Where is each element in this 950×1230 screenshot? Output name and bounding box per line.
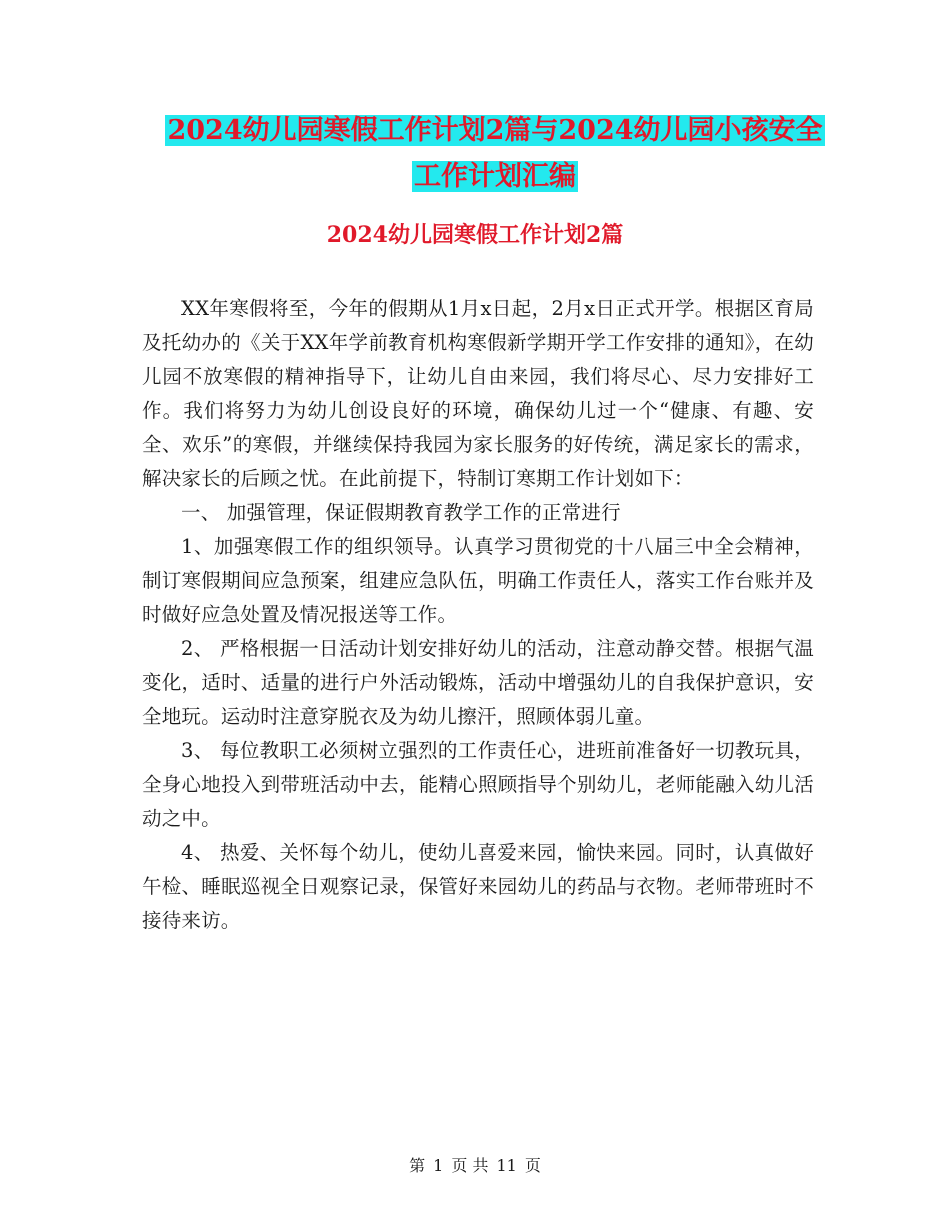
footer-mid: 页 共 xyxy=(451,1156,489,1175)
paragraph-item-1: 1、加强寒假工作的组织领导。认真学习贯彻党的十八届三中全会精神，制订寒假期间应急预案，组建应急队伍，明确工作责任人，落实工作台账并及时做好应急处置及情况报送等工作。 xyxy=(142,535,814,626)
document-body xyxy=(142,292,814,938)
footer-suffix: 页 xyxy=(524,1156,541,1175)
document-title-line-2: 工作计划汇编 xyxy=(414,161,576,192)
paragraph-section-one: 一、 加强管理，保证假期教育教学工作的正常进行 xyxy=(181,501,621,524)
section-heading: 2024幼儿园寒假工作计划2篇 xyxy=(326,222,624,248)
paragraph-item-4: 4、 热爱、关怀每个幼儿，使幼儿喜爱来园，愉快来园。同时，认真做好午检、睡眠巡视全日观察记录，保管好来园幼儿的药品与衣物。老师带班时不接待来访。 xyxy=(142,841,814,932)
footer-total-pages: 11 xyxy=(496,1156,517,1175)
document-title xyxy=(150,108,840,200)
document-title-line-1: 2024幼儿园寒假工作计划2篇与2024幼儿园小孩安全 xyxy=(167,115,823,146)
page-footer xyxy=(0,1154,950,1178)
footer-prefix: 第 xyxy=(409,1156,426,1175)
footer-page-number: 1 xyxy=(433,1156,444,1175)
paragraph-item-2: 2、 严格根据一日活动计划安排好幼儿的活动，注意动静交替。根据气温变化，适时、适量的进行户外活动锻炼，活动中增强幼儿的自我保护意识，安全地玩。运动时注意穿脱衣及为幼儿擦汗，照顾体弱儿童。 xyxy=(142,637,814,728)
paragraph-intro: XX年寒假将至，今年的假期从1月x日起，2月x日正式开学。根据区育局及托幼办的《关于XX年学前教育机构寒假新学期开学工作安排的通知》，在幼儿园不放寒假的精神指导下，让幼儿自由来园，我们将尽心、尽力安排好工作。我们将努力为幼儿创设良好的环境，确保幼儿过一个“健康、有趣、安全、欢乐”的寒假，并继续保持我园为家长服务的好传统，满足家长的需求，解决家长的后顾之忧。在此前提下，特制订寒期工作计划如下： xyxy=(142,297,814,490)
paragraph-item-3: 3、 每位教职工必须树立强烈的工作责任心，进班前准备好一切教玩具，全身心地投入到带班活动中去，能精心照顾指导个别幼儿，老师能融入幼儿活动之中。 xyxy=(142,739,814,830)
